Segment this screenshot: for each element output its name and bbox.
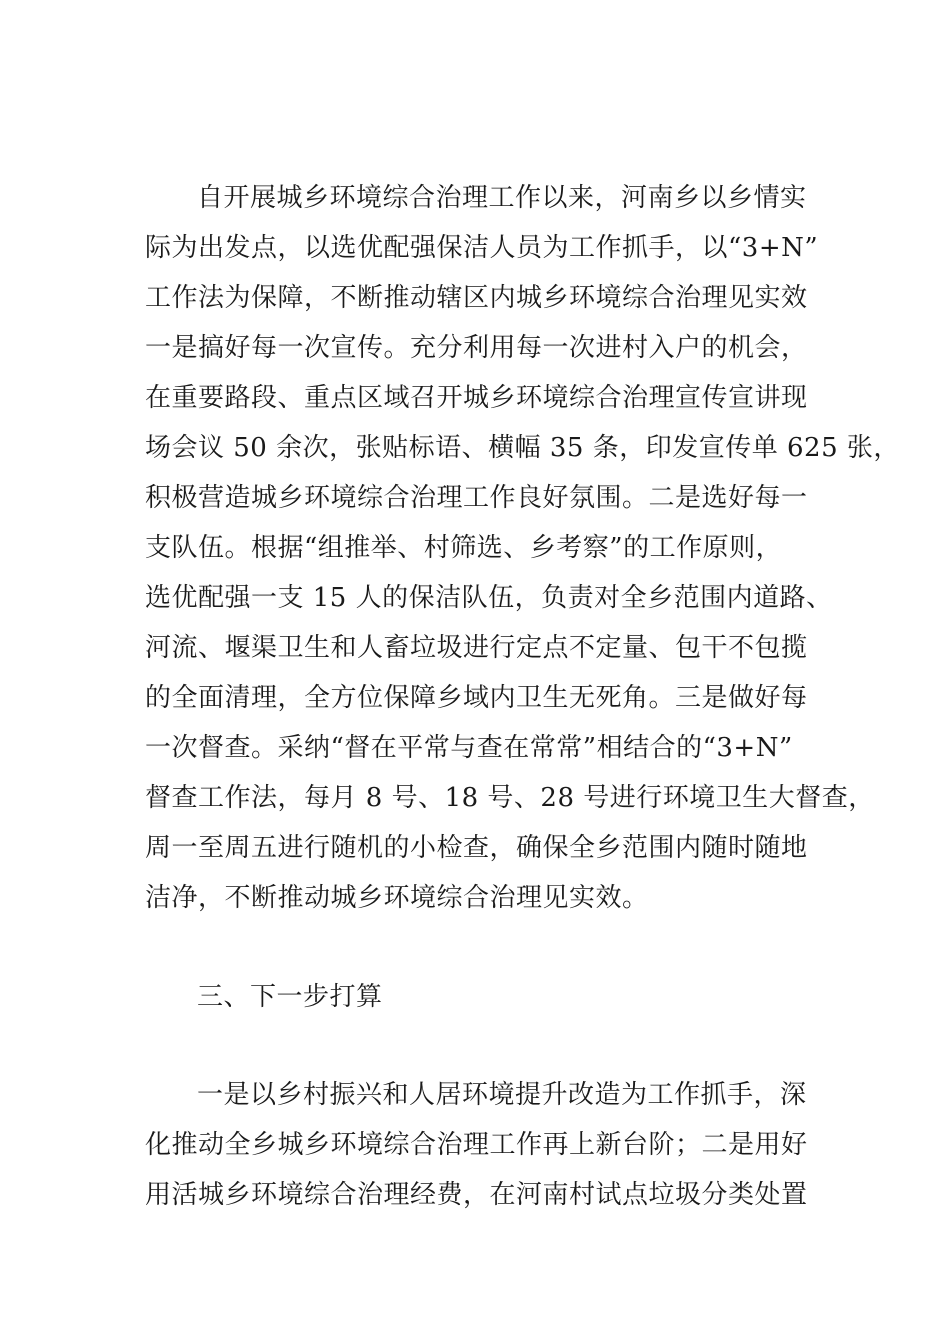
text-line: 积极营造城乡环境综合治理工作良好氛围。二是选好每一 (145, 483, 808, 513)
text-line: 工作法为保障，不断推动辖区内城乡环境综合治理见实效 (145, 283, 808, 313)
text-line: 在重要路段、重点区域召开城乡环境综合治理宣传宣讲现 (145, 383, 808, 413)
text-line: 的全面清理，全方位保障乡域内卫生无死角。三是做好每 (145, 683, 808, 713)
text-line: 化推动全乡城乡环境综合治理工作再上新台阶；二是用好 (145, 1130, 808, 1160)
text-line: 选优配强一支 15 人的保洁队伍，负责对全乡范围内道路、 (145, 583, 833, 613)
text-line: 督查工作法，每月 8 号、18 号、28 号进行环境卫生大督查， (145, 783, 875, 813)
text-line: 场会议 50 余次，张贴标语、横幅 35 条，印发宣传单 625 张， (145, 433, 900, 463)
text-line: 周一至周五进行随机的小检查，确保全乡范围内随时随地 (145, 833, 808, 863)
text-line: 河流、堰渠卫生和人畜垃圾进行定点不定量、包干不包揽 (145, 633, 808, 663)
text-line: 用活城乡环境综合治理经费，在河南村试点垃圾分类处置 (145, 1180, 808, 1210)
text-line: 一次督查。采纳“督在平常与查在常常”相结合的“3+N” (145, 733, 793, 763)
text-line: 一是以乡村振兴和人居环境提升改造为工作抓手，深 (197, 1080, 807, 1110)
text-line: 支队伍。根据“组推举、村筛选、乡考察”的工作原则， (145, 533, 783, 563)
text-line: 际为出发点，以选优配强保洁人员为工作抓手，以“3+N” (145, 233, 819, 263)
text-line: 洁净，不断推动城乡环境综合治理见实效。 (145, 883, 649, 913)
text-line: 自开展城乡环境综合治理工作以来，河南乡以乡情实 (197, 183, 807, 213)
text-line: 一是搞好每一次宣传。充分利用每一次进村入户的机会， (145, 333, 808, 363)
section-heading: 三、下一步打算 (197, 982, 383, 1012)
